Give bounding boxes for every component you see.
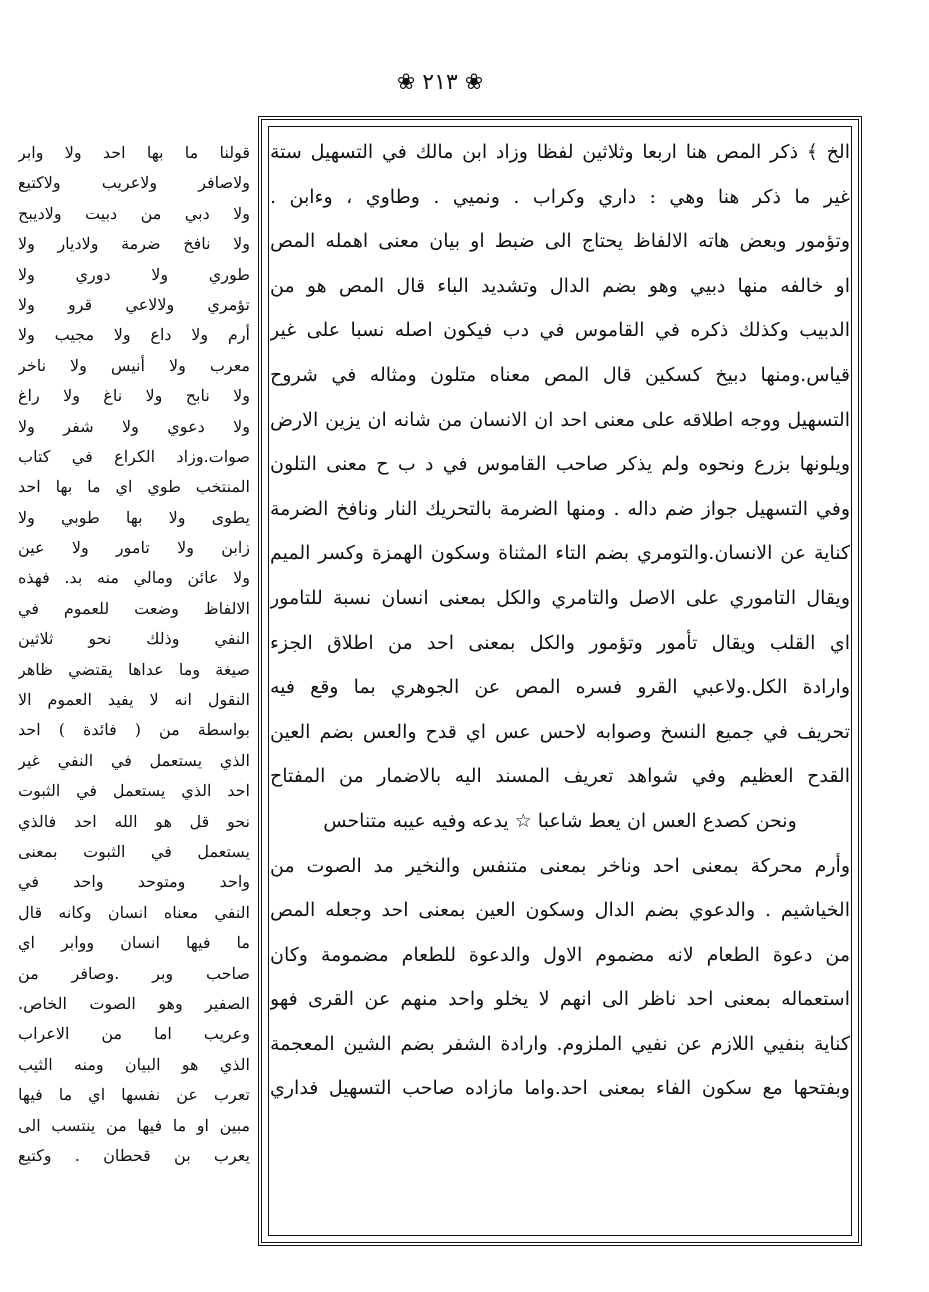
margin-text-line: ولا دبي من دبيت ولاديبح: [18, 203, 250, 223]
main-text-column: [270, 130, 850, 1111]
main-text-line: القدح العظيم وفي شواهد تعريف المسند اليه بالاضمار من المفتاح: [270, 765, 850, 788]
margin-text-line: ما فيها انسان ووابر اي: [18, 933, 250, 953]
main-text-line: غير ما ذكر هنا وهي : داري وكراب . ونميي . وطاوي ، وءابن .: [270, 185, 850, 208]
main-text-line: كناية بنفيي اللازم عن نفيي الملزوم. وارادة الشفر بضم الشين المعجمة: [270, 1032, 850, 1055]
margin-text-line: يطوى ولا بها طوبي ولا: [18, 507, 250, 527]
main-text-line: وأرم محركة بمعنى احد وناخر بمعنى متنفس والنخير مد الصوت من: [270, 854, 850, 877]
main-text-line: وبفتحها مع سكون الفاء بمعنى احد.واما مازاده صاحب التسهيل فداري: [270, 1077, 850, 1100]
margin-commentary-column: [18, 138, 250, 1171]
margin-text-line: مبين او ما فيها من ينتسب الى: [18, 1115, 250, 1135]
main-text-line: من دعوة الطعام لانه مضموم الاول والدعوة للطعام مضمومة وكان: [270, 943, 850, 966]
main-text-line: او خالفه منها دبيي وهو بضم الدال وتشديد الباء قال المص هو من: [270, 274, 850, 297]
margin-text-line: وعريب اما من الاعراب: [18, 1024, 250, 1044]
main-text-line: الخياشيم . والدعوي بضم الدال وسكون العين بمعنى احد وجعله المص: [270, 899, 850, 922]
margin-text-line: يعرب بن قحطان . وكتيع: [18, 1145, 250, 1165]
margin-text-line: ولاصافر ولاعريب ولاكتيع: [18, 173, 250, 193]
margin-text-line: بواسطة من ( فائدة ) احد: [18, 720, 250, 740]
margin-text-line: النفي وذلك نحو ثلاثين: [18, 629, 250, 649]
margin-text-line: ولا عائن ومالي منه بد. فهذه: [18, 568, 250, 588]
main-text-line: قياس.ومنها دبيخ كسكين قال المص معناه متلون ومثاله في شروح: [270, 363, 850, 386]
margin-text-line: تعرب عن نفسها اي ما فيها: [18, 1085, 250, 1105]
margin-text-line: احد الذي يستعمل في الثبوت: [18, 781, 250, 801]
margin-text-line: النفي معناه انسان وكانه قال: [18, 902, 250, 922]
margin-text-line: صيغة وما عداها يقتضي ظاهر: [18, 659, 250, 679]
main-text-line: اي القلب ويقال تأمور وتؤمور والكل بمعنى احد من اطلاق الجزء: [270, 631, 850, 654]
main-text-line: ويلونها بزرع ونحوه ولم يذكر صاحب القاموس في د ب ح معنى التلون: [270, 453, 850, 476]
margin-text-line: الذي هو البيان ومنه الثيب: [18, 1054, 250, 1074]
main-text-line: وارادة الكل.ولاعبي القرو فسره المص عن الجوهري بما وقع فيه: [270, 676, 850, 699]
main-text-line: التسهيل ووجه اطلاقه على معنى احد ان الانسان من شانه ان يزين الارض: [270, 408, 850, 431]
margin-text-line: الذي يستعمل في النفي غير: [18, 750, 250, 770]
verse-line: ونحن كصدع العس ان يعط شاعبا ☆ يدعه وفيه عيبه متناحس: [323, 809, 797, 832]
main-text-line: وفي التسهيل جواز ضم داله . ومنها الضرمة بالتحريك النار ونافخ الضرمة: [270, 497, 850, 520]
margin-text-line: يستعمل في الثبوت بمعنى: [18, 841, 250, 861]
margin-text-line: تؤمري ولالاعي قرو ولا: [18, 294, 250, 314]
margin-text-line: أرم ولا داع ولا مجيب ولا: [18, 325, 250, 345]
main-text-line: استعماله بمعنى احد ناظر الى انهم لا يخلو واحد منهم عن القرى فهو: [270, 988, 850, 1011]
main-text-line: وتؤمور وبعض هاته الالفاظ يحتاج الى ضبط او بيان معنى اهمله المص: [270, 230, 850, 253]
margin-text-line: ولا نافخ ضرمة ولاديار ولا: [18, 234, 250, 254]
margin-text-line: طوري ولا دوري ولا: [18, 264, 250, 284]
margin-text-line: قولنا ما بها احد ولا وابر: [18, 143, 250, 162]
main-text-line: ويقال التاموري على الاصل والتامري والكل بمعنى انسان نسبة للتامور: [270, 586, 850, 609]
margin-text-line: واحد ومتوحد واحد في: [18, 872, 250, 892]
margin-text-line: النقول انه لا يفيد العموم الا: [18, 690, 250, 710]
margin-text-line: ولا نابح ولا ناغ ولا راغ: [18, 386, 250, 406]
margin-text-line: ولا دعوي ولا شفر ولا: [18, 416, 250, 436]
margin-text-line: المنتخب طوي اي ما بها احد: [18, 477, 250, 497]
main-text-line: كناية عن الانسان.والتومري بضم التاء المثناة وسكون الهمزة وكسر الميم: [270, 542, 850, 565]
main-text-line: الخ ﴾ ذكر المص هنا اربعا وثلاثين لفظا وزاد ابن مالك في التسهيل ستة: [270, 141, 850, 163]
main-text-line: تحريف في جميع النسخ وصوابه لاحس عس اي قدح والعس بضم العين: [270, 720, 850, 743]
margin-text-line: زابن ولا تامور ولا عين: [18, 538, 250, 558]
margin-text-line: نحو قل هو الله احد فالذي: [18, 811, 250, 831]
margin-text-line: صاحب وبر .وصافر من: [18, 963, 250, 983]
margin-text-line: الصفير وهو الصوت الخاص.: [18, 993, 250, 1013]
main-text-line: الدبيب وكذلك ذكره في القاموس في دب فيكون اصله نسبا على غير: [270, 319, 850, 342]
page-number: ❀ ٢١٣ ❀: [396, 70, 484, 95]
margin-text-line: معرب ولا أنيس ولا ناخر: [18, 355, 250, 375]
margin-text-line: الالفاظ وضعت للعموم في: [18, 598, 250, 618]
margin-text-line: صوات.وزاد الكراع في كتاب: [18, 446, 250, 466]
